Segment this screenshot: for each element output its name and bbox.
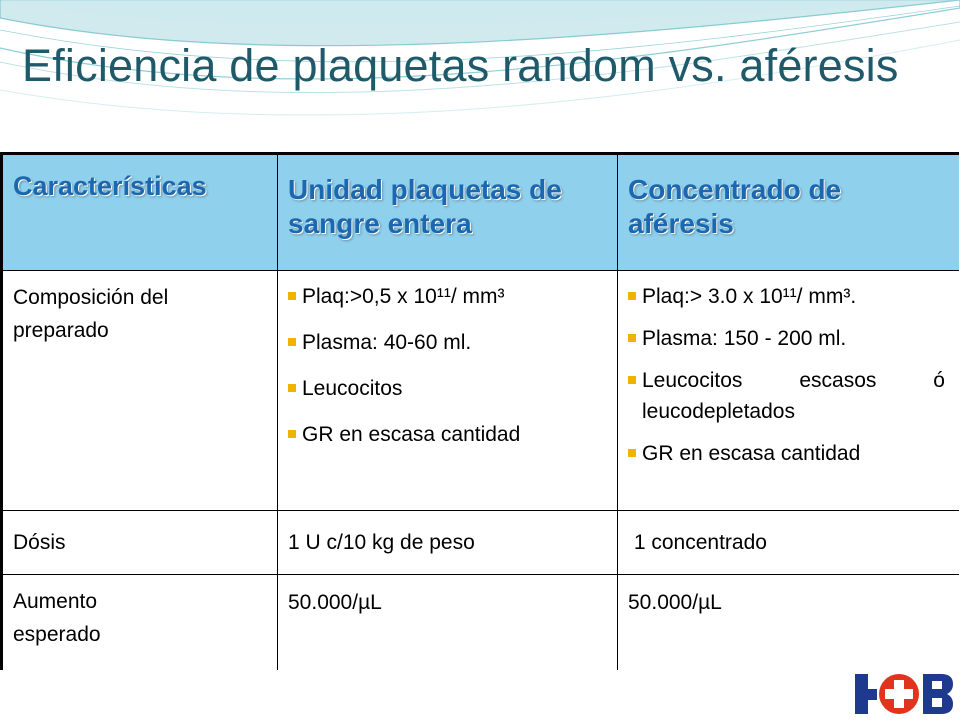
- list-item-text: Leucocitos: [302, 377, 403, 400]
- square-bullet-icon: [628, 376, 636, 384]
- list-item: [628, 438, 945, 469]
- row-label-aumento: [3, 575, 278, 670]
- cell-aumento-apheresis: 50.000/µL: [618, 575, 959, 670]
- header-caracteristicas: Características: [3, 155, 278, 271]
- list-item-text: GR en escasa cantidad: [642, 442, 861, 465]
- square-bullet-icon: [628, 292, 636, 300]
- header-random-platelets: Unidad plaquetas de sangre entera: [278, 155, 618, 271]
- square-bullet-icon: [288, 338, 296, 346]
- header-apheresis: Concentrado de aféresis: [618, 155, 959, 271]
- row-label-text: Aumento esperado: [13, 590, 101, 646]
- cell-aumento-random: 50.000/µL: [278, 575, 618, 670]
- list-item-text: Leucocitos escasos ó leucodepletados: [642, 369, 945, 423]
- square-bullet-icon: [288, 430, 296, 438]
- list-item: [288, 373, 607, 404]
- list-item: [628, 281, 945, 312]
- square-bullet-icon: [288, 292, 296, 300]
- cell-dosis-random: 1 U c/10 kg de peso: [278, 511, 618, 575]
- list-item-text: GR en escasa cantidad: [302, 423, 521, 446]
- square-bullet-icon: [628, 449, 636, 457]
- hospital-logo: [853, 671, 955, 717]
- list-random: [288, 281, 607, 450]
- comparison-table: [0, 152, 959, 670]
- square-bullet-icon: [288, 384, 296, 392]
- list-item: [288, 327, 607, 358]
- list-item: [288, 419, 607, 450]
- row-label-composicion: [3, 271, 278, 511]
- row-label-text: Composición del preparado: [13, 286, 169, 342]
- list-item-text: Plaq:>0,5 x 10¹¹/ mm³: [302, 285, 505, 308]
- cell-composicion-random: [278, 271, 618, 511]
- list-item: [628, 365, 945, 427]
- list-item-text: Plasma: 40-60 ml.: [302, 331, 472, 354]
- row-label-dosis: Dósis: [3, 511, 278, 575]
- square-bullet-icon: [628, 334, 636, 342]
- list-apheresis: [628, 281, 945, 469]
- list-item: [628, 323, 945, 354]
- list-item: [288, 281, 607, 312]
- slide-title: Eficiencia de plaquetas random vs. aféresis: [22, 40, 899, 91]
- cell-dosis-apheresis: 1 concentrado: [618, 511, 959, 575]
- list-item-text: Plaq:> 3.0 x 10¹¹/ mm³.: [642, 285, 857, 308]
- list-item-text: Plasma: 150 - 200 ml.: [642, 327, 847, 350]
- cell-composicion-apheresis: [618, 271, 959, 511]
